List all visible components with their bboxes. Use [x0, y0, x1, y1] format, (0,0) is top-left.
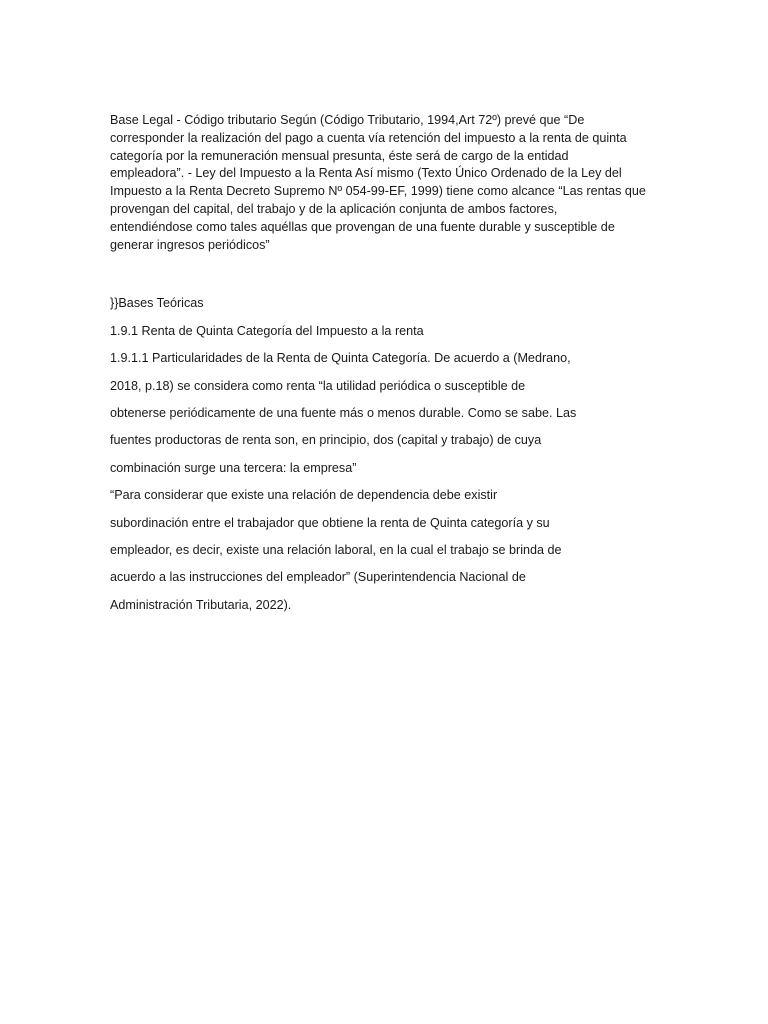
- text-line: 1.9.1.1 Particularidades de la Renta de Quinta Categoría. De acuerdo a (Medrano,: [110, 351, 571, 366]
- text-line: provengan del capital, del trabajo y de la aplicación conjunta de ambos factores,: [110, 201, 558, 216]
- text-line: categoría por la remuneración mensual presunta, éste será de cargo de la entidad: [110, 148, 569, 163]
- quote-line: empleador, es decir, existe una relación laboral, en la cual el trabajo se brinda de: [110, 542, 562, 557]
- quote-line: Administración Tributaria, 2022).: [110, 597, 292, 612]
- text-line: fuentes productoras de renta son, en principio, dos (capital y trabajo) de cuya: [110, 433, 542, 448]
- section-heading: }}Bases Teóricas: [110, 296, 204, 311]
- quote-line: “Para considerar que existe una relación de dependencia debe existir: [110, 488, 498, 503]
- text-line: generar ingresos periódicos”: [110, 237, 270, 252]
- text-line: 2018, p.18) se considera como renta “la utilidad periódica o susceptible de: [110, 378, 526, 393]
- text-line: Impuesto a la Renta Decreto Supremo Nº 054-99-EF, 1999) tiene como alcance “Las rentas que: [110, 184, 646, 199]
- text-line: empleadora”. - Ley del Impuesto a la Renta Así mismo (Texto Único Ordenado de la Ley del: [110, 166, 622, 181]
- quote-line: acuerdo a las instrucciones del empleador” (Superintendencia Nacional de: [110, 570, 526, 585]
- text-line: Base Legal - Código tributario Según (Código Tributario, 1994,Art 72º) prevé que “De: [110, 113, 585, 127]
- document-content: [110, 112, 670, 619]
- text-line: entendiéndose como tales aquéllas que provengan de una fuente durable y susceptible de: [110, 219, 615, 234]
- section-theoretical-bases: [110, 290, 670, 619]
- text-line: corresponder la realización del pago a cuenta vía retención del impuesto a la renta de quinta: [110, 130, 627, 145]
- quote-line: subordinación entre el trabajador que obtiene la renta de Quinta categoría y su: [110, 515, 550, 530]
- text-line: combinación surge una tercera: la empresa”: [110, 460, 357, 475]
- text-line: obtenerse periódicamente de una fuente más o menos durable. Como se sabe. Las: [110, 405, 577, 420]
- paragraph-legal-basis: [110, 112, 670, 254]
- subsection-heading: 1.9.1 Renta de Quinta Categoría del Impuesto a la renta: [110, 323, 424, 338]
